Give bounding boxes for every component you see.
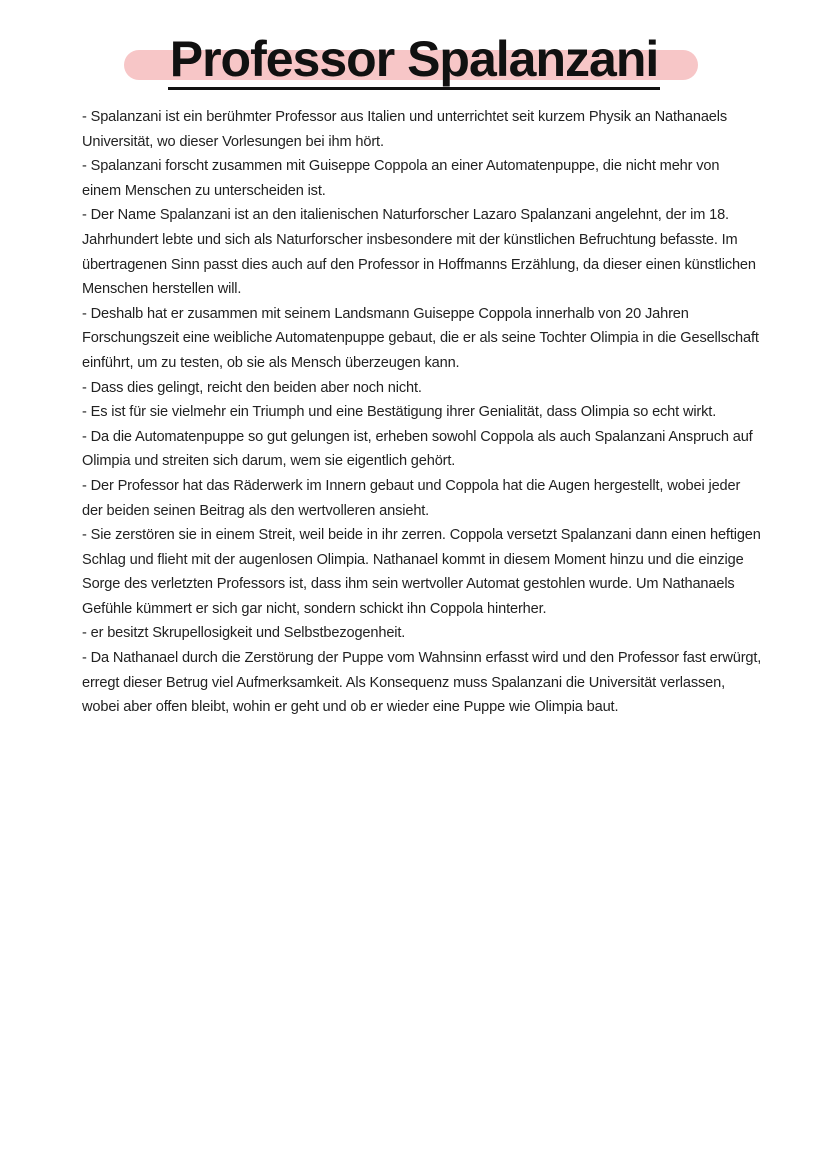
paragraph: - er besitzt Skrupellosigkeit und Selbstbezogenheit.	[82, 625, 406, 642]
paragraph: - Deshalb hat er zusammen mit seinem Landsmann Guiseppe Coppola innerhalb von 20 Jahren Forschungszeit eine weibliche Automatenpuppe gebaut, die er als seine Tochter Olimpia in die Gesellschaft einführt, um zu testen, ob sie als Mensch überzeugen kann.	[82, 305, 759, 371]
paragraph: - Spalanzani forscht zusammen mit Guiseppe Coppola an einer Automatenpuppe, die nicht mehr von einem Menschen zu unterscheiden ist.	[82, 158, 720, 199]
paragraph: - Spalanzani ist ein berühmter Professor aus Italien und unterrichtet seit kurzem Physik an Nathanaels Universität, wo dieser Vorlesungen bei ihm hört.	[82, 109, 727, 150]
page-title	[0, 28, 828, 90]
paragraph: - Da Nathanael durch die Zerstörung der Puppe vom Wahnsinn erfasst wird und den Professor fast erwürgt, erregt dieser Betrug viel Aufmerksamkeit. Als Konsequenz muss Spalanzani die Universität verlassen, wobei aber offen bleibt, wohin er geht und ob er wieder eine Puppe wie Olimpia baut.	[82, 650, 762, 716]
page-title-text: Professor Spalanzani	[168, 31, 661, 90]
paragraph: - Dass dies gelingt, reicht den beiden aber noch nicht.	[82, 379, 422, 396]
paragraph: - Da die Automatenpuppe so gut gelungen ist, erheben sowohl Coppola als auch Spalanzani Anspruch auf Olimpia und streiten sich darum, wem sie eigentlich gehört.	[82, 428, 753, 470]
paragraph: - Sie zerstören sie in einem Streit, weil beide in ihr zerren. Coppola versetzt Spalanzani dann einen heftigen Schlag und flieht mit der augenlosen Olimpia. Nathanael kommt in diesem Moment hinzu und die einzige Sorge des verletzten Professors ist, dass ihm sein wertvoller Automat gestohlen wurde. Um Nathanaels Gefühle kümmert er sich gar nicht, sondern schickt ihn Coppola hinterher.	[82, 527, 761, 617]
paragraph: - Der Professor hat das Räderwerk im Innern gebaut und Coppola hat die Augen hergestellt, wobei jeder der beiden seinen Beitrag als den wertvolleren ansieht.	[82, 477, 741, 519]
paragraph: - Es ist für sie vielmehr ein Triumph und eine Bestätigung ihrer Genialität, dass Olimpia so echt wirkt.	[82, 404, 717, 421]
title-block	[0, 28, 828, 98]
paragraph: - Der Name Spalanzani ist an den italienischen Naturforscher Lazaro Spalanzani angelehnt, der im 18. Jahrhundert lebte und sich als Naturforscher insbesondere mit der künstlichen Befruchtung befasste. Im übertragenen Sinn passt dies auch auf den Professor in Hoffmanns Erzählung, da dieser einen künstlichen Menschen herstellen will.	[82, 207, 756, 298]
document-body	[82, 105, 762, 720]
